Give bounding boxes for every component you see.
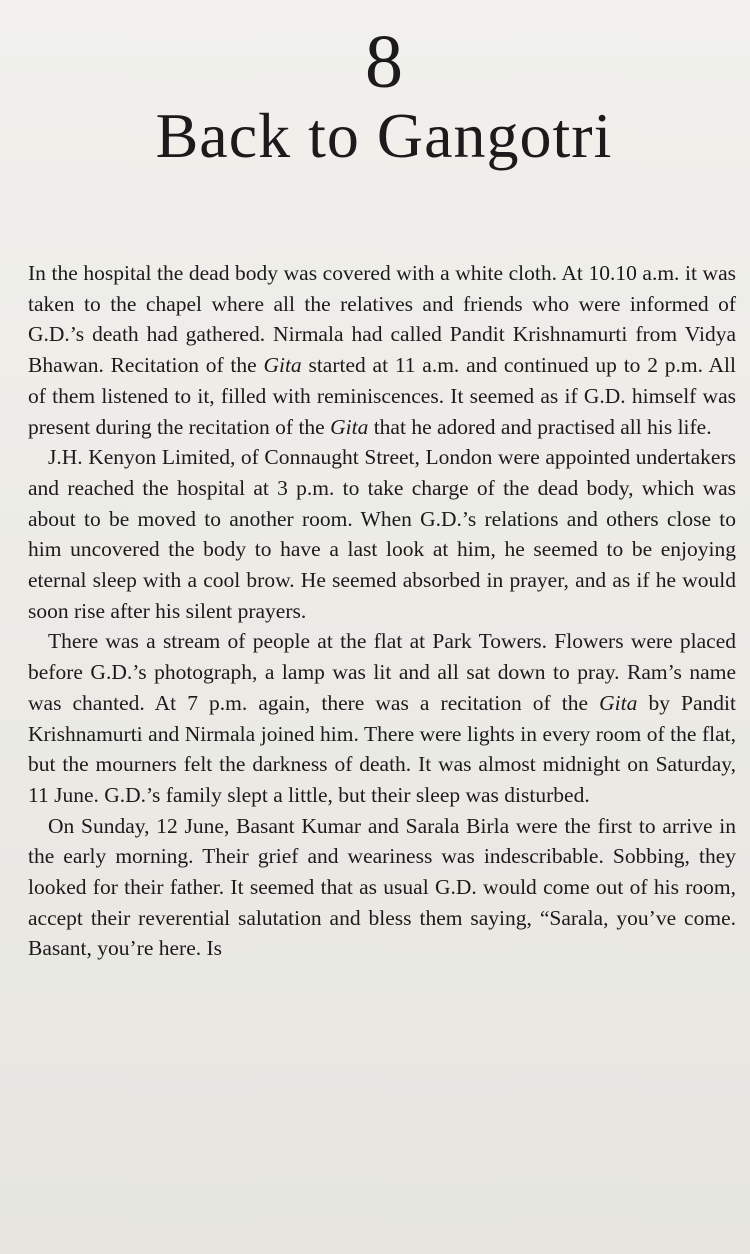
text-segment: J.H. Kenyon Limited, of Connaught Street, London were appointed undertakers and reached the hospital at 3 p.m. to take charge of the dead body, which was about to be moved to another room. When G.D.’s relations and others close to him uncovered the body to have a last look at him, he seemed to be enjoying eternal sleep with a cool brow. He seemed absorbed in prayer, and as if he would soon rise after his silent prayers. <box>28 445 736 623</box>
chapter-title: Back to Gangotri <box>155 100 613 171</box>
text-segment: In the hospital the dead body was covered with a white cloth. At 10.10 a.m. it was taken to the chapel where all the relatives and friends who were informed of G.D.’s death had gathered. Nirmala had called Pandit Krishnamurti from Vidya Bhawan. Recitation of the <box>28 261 736 378</box>
paragraph-park-towers <box>28 626 736 810</box>
text-segment: by Pandit Krishnamurti and Nirmala joined him. There were lights in every room of the flat, but the mourners felt the darkness of death. It was almost midnight on Saturday, 11 June. G.D.’s family slept a little, but their sleep was disturbed. <box>28 690 736 807</box>
text-segment: started at 11 a.m. and continued up to 2 p.m. All of them listened to it, filled with reminiscences. It seemed as if G.D. himself was present during the recitation of the <box>28 353 736 439</box>
italic-book-title: Gita <box>599 690 638 715</box>
italic-book-title: Gita <box>330 414 369 439</box>
paragraph-undertakers <box>28 442 736 626</box>
text-segment: On Sunday, 12 June, Basant Kumar and Sarala Birla were the first to arrive in the early morning. Their grief and weariness was indescribable. Sobbing, they looked for their father. It seemed that as usual G.D. would come out of his room, accept their reverential salutation and bless them saying, “Sarala, you’ve come. Basant, you’re here. Is <box>28 813 736 961</box>
paragraph-sunday <box>28 811 736 965</box>
text-segment: There was a stream of people at the flat at Park Towers. Flowers were placed before G.D.’s photograph, a lamp was lit and all sat down to pray. Ram’s name was chanted. At 7 p.m. again, there was a recitation of the <box>28 629 736 715</box>
italic-book-title: Gita <box>263 353 302 378</box>
text-segment: that he adored and practised all his life. <box>368 414 712 439</box>
paragraph-hospital <box>28 258 736 442</box>
chapter-number: 8 <box>365 20 403 104</box>
chapter-body <box>28 258 736 964</box>
